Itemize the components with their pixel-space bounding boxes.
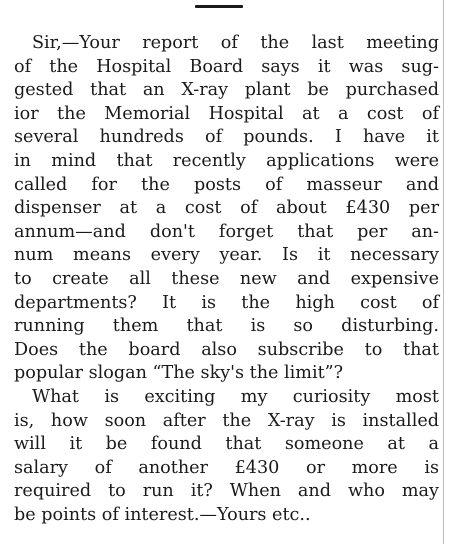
column-divider [443,0,444,544]
header-rule [195,5,243,8]
text-line: ior the Memorial Hospital at a cost of [14,103,439,124]
text-line: Sir,—Your report of the last meeting [32,33,439,53]
letter-body [14,32,439,527]
text-line: num means every year. Is it necessary [14,245,439,266]
text-line: annum—and don't forget that per an- [14,221,439,242]
text-line: gested that an X-ray plant be purchased [14,80,439,101]
text-line: running them that is so disturbing. [14,316,439,337]
text-line: will it be found that someone at a [14,434,439,455]
text-line: salary of another £430 or more is [14,457,439,478]
text-line: required to run it? When and who may [14,481,439,502]
text-line: popular slogan “The sky's the limit”? [14,363,344,384]
text-line: of the Hospital Board says it was sug- [14,56,439,77]
text-line: What is exciting my curiosity most [32,386,439,407]
text-line: in mind that recently applications were [14,150,439,171]
text-line: called for the posts of masseur and [14,174,439,195]
text-line: be points of interest.—Yours etc.. [14,504,311,525]
text-line: dispenser at a cost of about £430 per [14,198,439,219]
text-line: departments? It is the high cost of [14,292,439,313]
text-line: is, how soon after the X-ray is installed [14,410,439,431]
text-line: to create all these new and expensive [14,268,439,289]
text-line: several hundreds of pounds. I have it [14,127,439,148]
text-line: Does the board also subscribe to that [14,339,439,360]
